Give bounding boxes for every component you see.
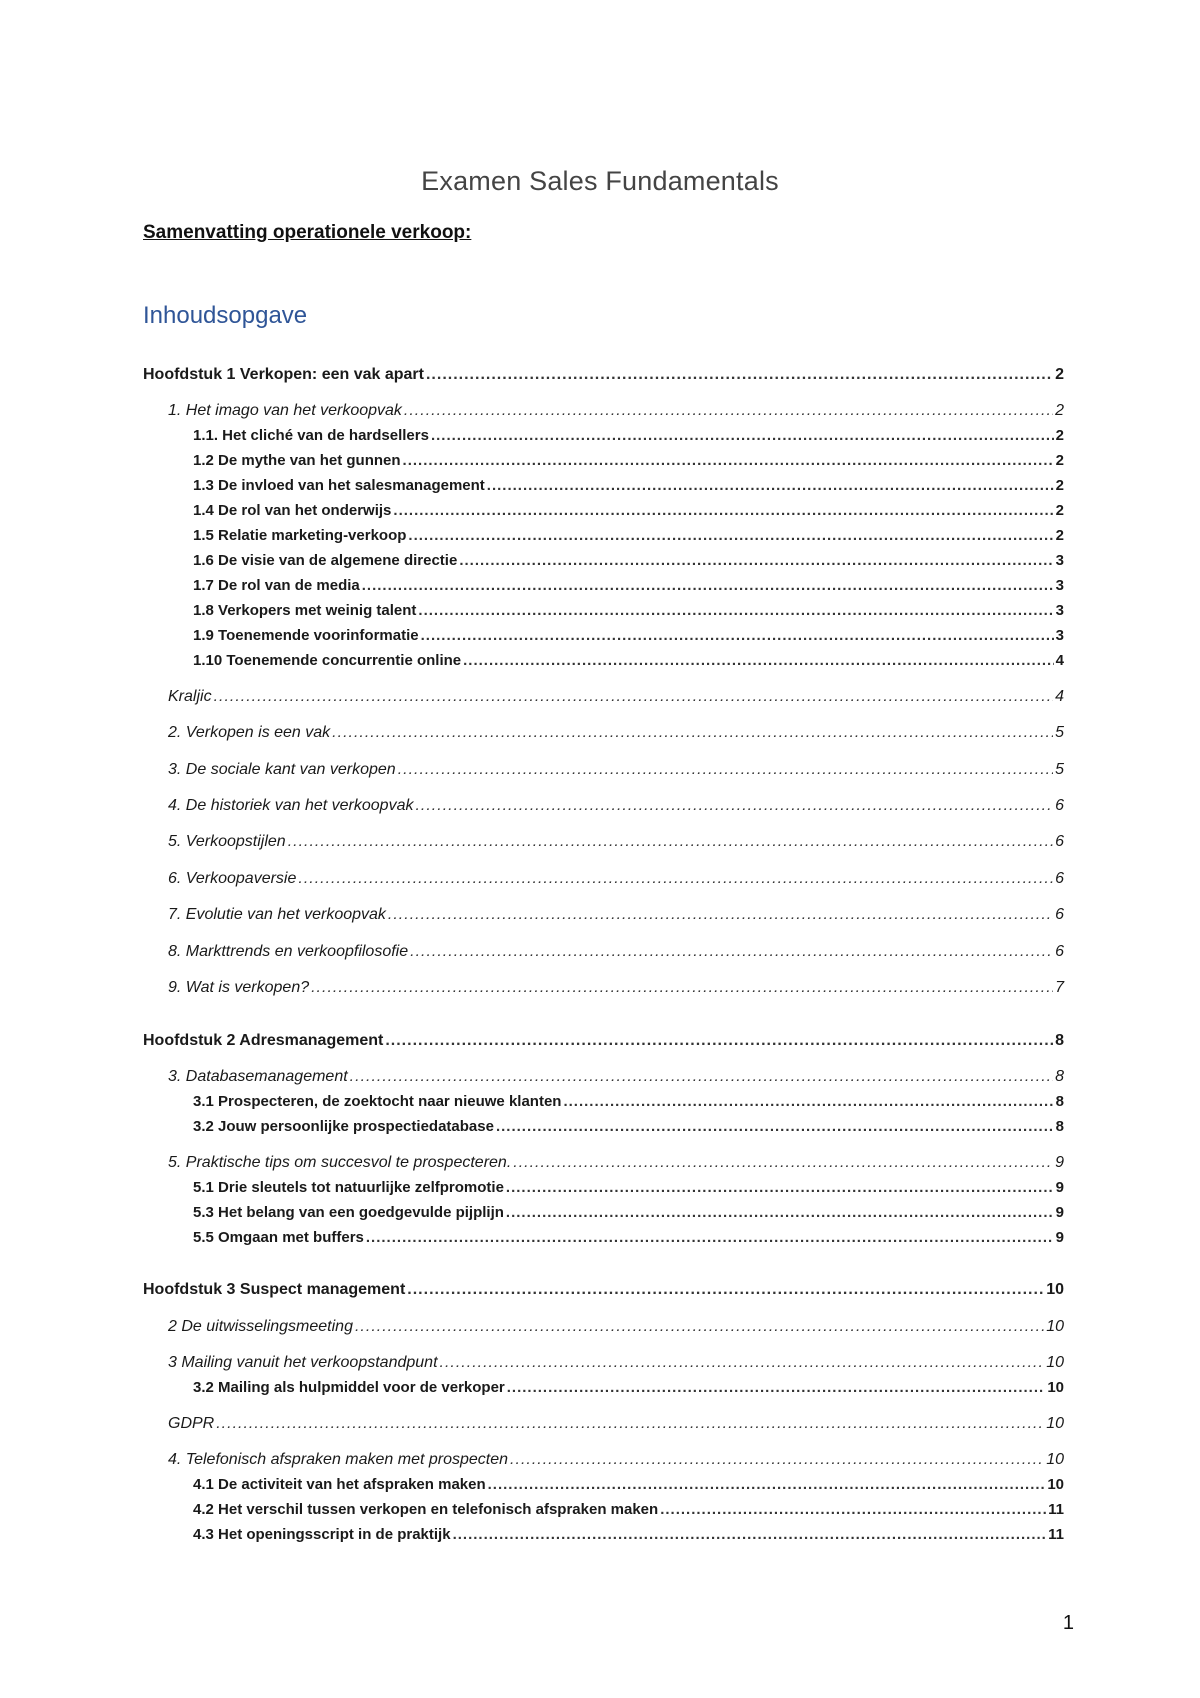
toc-leader: [506, 1202, 1054, 1224]
document-title: Examen Sales Fundamentals: [421, 166, 779, 196]
toc-entry-subsection[interactable]: [193, 1177, 1064, 1199]
toc-entry-section[interactable]: [168, 1449, 1064, 1471]
toc-entry-subsection[interactable]: [193, 600, 1064, 622]
toc-leader: [496, 1116, 1054, 1138]
toc-entry-text: 4.1 De activiteit van het afspraken maken: [193, 1476, 486, 1493]
toc-entry-page: 2: [1055, 427, 1064, 444]
toc-entry-page: 2: [1055, 366, 1064, 383]
toc-entry-text: 1. Het imago van het verkoopvak: [168, 402, 402, 419]
toc-entry-page: 9: [1055, 1204, 1064, 1221]
toc-entry-text: 1.8 Verkopers met weinig talent: [193, 602, 417, 619]
toc-entry-page: 10: [1046, 1415, 1064, 1432]
toc-entry-page: 4: [1055, 652, 1064, 669]
toc-entry-page: 10: [1046, 1281, 1064, 1298]
toc-entry-text: 5. Praktische tips om succesvol te prospecteren.: [168, 1154, 512, 1171]
toc-entry-page: 10: [1046, 1318, 1064, 1335]
toc-leader: [426, 364, 1053, 386]
toc-entry-text: 3. De sociale kant van verkopen: [168, 761, 396, 778]
toc-entry-text: 5.5 Omgaan met buffers: [193, 1229, 364, 1246]
toc-entry-subsection[interactable]: [193, 500, 1064, 522]
toc-entry-text: 1.1. Het cliché van de hardsellers: [193, 427, 429, 444]
toc-entry-text: 7. Evolutie van het verkoopvak: [168, 906, 386, 923]
toc-entry-text: Hoofdstuk 3 Suspect management: [143, 1281, 406, 1298]
toc-entry-subsection[interactable]: [193, 425, 1064, 447]
toc-leader: [410, 941, 1053, 963]
toc-leader: [398, 759, 1053, 781]
toc-entry-page: 10: [1046, 1451, 1064, 1468]
toc-entry-subsection[interactable]: [193, 1116, 1064, 1138]
toc-entry-text: 4.3 Het openingsscript in de praktijk: [193, 1526, 451, 1543]
toc-entry-text: 1.3 De invloed van het salesmanagement: [193, 477, 485, 494]
toc-entry-subsection[interactable]: [193, 1377, 1064, 1399]
toc-entry-text: 3. Databasemanagement: [168, 1068, 348, 1085]
toc-entry-page: 3: [1055, 552, 1064, 569]
toc-leader: [332, 722, 1053, 744]
toc-leader: [563, 1091, 1053, 1113]
toc-entry-text: 1.9 Toenemende voorinformatie: [193, 627, 419, 644]
toc-entry-section[interactable]: [168, 1413, 1064, 1435]
toc-entry-section[interactable]: [168, 1352, 1064, 1374]
toc-entry-page: 3: [1055, 627, 1064, 644]
toc-leader: [355, 1316, 1044, 1338]
toc-leader: [431, 425, 1054, 447]
toc-entry-subsection[interactable]: [193, 650, 1064, 672]
toc-leader: [366, 1227, 1054, 1249]
toc-leader: [415, 795, 1053, 817]
toc-entry-subsection[interactable]: [193, 1091, 1064, 1113]
toc-entry-text: 4. Telefonisch afspraken maken met prospecten: [168, 1451, 509, 1468]
toc-entry-page: 8: [1055, 1032, 1064, 1049]
toc-entry-page: 6: [1055, 943, 1064, 960]
toc-leader: [403, 450, 1054, 472]
toc-entry-page: 8: [1055, 1093, 1064, 1110]
toc-entry-text: 6. Verkoopaversie: [168, 870, 297, 887]
toc-entry-page: 8: [1055, 1118, 1064, 1135]
toc-entry-page: 9: [1055, 1154, 1064, 1171]
toc-entry-page: 11: [1048, 1501, 1064, 1518]
toc-entry-page: 9: [1055, 1179, 1064, 1196]
toc-entry-section[interactable]: [168, 400, 1064, 422]
toc-entry-section[interactable]: [168, 1066, 1064, 1088]
toc-entry-text: 3 Mailing vanuit het verkoopstandpunt: [168, 1354, 438, 1371]
toc-entry-page: 6: [1055, 797, 1064, 814]
toc-entry-page: 10: [1047, 1379, 1064, 1396]
toc-entry-page: 2: [1055, 527, 1064, 544]
toc-entry-text: 4. De historiek van het verkoopvak: [168, 797, 414, 814]
toc-leader: [288, 831, 1053, 853]
toc-entry-subsection[interactable]: [193, 550, 1064, 572]
toc-entry-page: 3: [1055, 602, 1064, 619]
toc-entry-text: 1.4 De rol van het onderwijs: [193, 502, 392, 519]
toc-leader: [418, 600, 1053, 622]
toc-entry-subsection[interactable]: [193, 450, 1064, 472]
toc-leader: [421, 625, 1054, 647]
toc-entry-section[interactable]: [168, 831, 1064, 853]
toc-entry-section[interactable]: [168, 759, 1064, 781]
toc-leader: [507, 1377, 1046, 1399]
toc-entry-page: 2: [1055, 402, 1064, 419]
toc-entry-page: 10: [1046, 1354, 1064, 1371]
toc-entry-chapter[interactable]: [143, 364, 1064, 386]
toc-entry-section[interactable]: [168, 722, 1064, 744]
toc-entry-section[interactable]: [168, 1316, 1064, 1338]
toc-entry-page: 8: [1055, 1068, 1064, 1085]
toc-entry-section[interactable]: [168, 977, 1064, 999]
toc-leader: [506, 1177, 1054, 1199]
toc-entry-subsection[interactable]: [193, 575, 1064, 597]
toc-entry-chapter[interactable]: [143, 1030, 1064, 1052]
toc-entry-section[interactable]: [168, 868, 1064, 890]
toc-leader: [298, 868, 1053, 890]
toc-leader: [385, 1030, 1053, 1052]
toc-entry-page: 2: [1055, 502, 1064, 519]
toc-leader: [488, 1474, 1046, 1496]
toc-entry-subsection[interactable]: [193, 1202, 1064, 1224]
toc-leader: [459, 550, 1053, 572]
toc-entry-text: GDPR: [168, 1415, 215, 1432]
toc-entry-text: 5.3 Het belang van een goedgevulde pijplijn: [193, 1204, 504, 1221]
toc-entry-text: 3.2 Mailing als hulpmiddel voor de verkoper: [193, 1379, 505, 1396]
toc-leader: [350, 1066, 1053, 1088]
toc-entry-text: 2 De uitwisselingsmeeting: [168, 1318, 353, 1335]
toc-entry-subsection[interactable]: [193, 475, 1064, 497]
toc-entry-page: 5: [1055, 761, 1064, 778]
toc-leader: [214, 686, 1054, 708]
toc-leader: [453, 1524, 1047, 1546]
toc-entry-text: Kraljic: [168, 688, 212, 705]
toc-entry-page: 4: [1055, 688, 1064, 705]
toc-leader: [393, 500, 1053, 522]
toc-leader: [311, 977, 1053, 999]
toc-entry-page: 6: [1055, 870, 1064, 887]
toc-entry-section[interactable]: [168, 904, 1064, 926]
toc-entry-text: 1.2 De mythe van het gunnen: [193, 452, 401, 469]
toc-entry-subsection[interactable]: [193, 1499, 1064, 1521]
toc-leader: [408, 525, 1053, 547]
toc-entry-subsection[interactable]: [193, 525, 1064, 547]
toc-leader: [513, 1152, 1053, 1174]
toc-entry-page: 6: [1055, 906, 1064, 923]
document-subtitle: Samenvatting operationele verkoop:: [143, 222, 472, 243]
toc-entry-chapter[interactable]: [143, 1279, 1064, 1301]
toc-entry-text: Hoofdstuk 2 Adresmanagement: [143, 1032, 384, 1049]
toc-entry-page: 3: [1055, 577, 1064, 594]
toc-entry-section[interactable]: [168, 795, 1064, 817]
toc-entry-section[interactable]: [168, 1152, 1064, 1174]
toc-heading: Inhoudsopgave: [143, 302, 308, 329]
toc-leader: [510, 1449, 1044, 1471]
toc-entry-text: 2. Verkopen is een vak: [168, 724, 331, 741]
toc-entry-section[interactable]: [168, 686, 1064, 708]
toc-entry-text: Hoofdstuk 1 Verkopen: een vak apart: [143, 366, 424, 383]
toc-entry-subsection[interactable]: [193, 1524, 1064, 1546]
toc-leader: [362, 575, 1054, 597]
toc-entry-section[interactable]: [168, 941, 1064, 963]
toc-leader: [487, 475, 1054, 497]
toc-entry-text: 1.6 De visie van de algemene directie: [193, 552, 458, 569]
toc-entry-text: 1.10 Toenemende concurrentie online: [193, 652, 462, 669]
toc-entry-text: 4.2 Het verschil tussen verkopen en telefonisch afspraken maken: [193, 1501, 659, 1518]
toc-leader: [407, 1279, 1044, 1301]
toc-entry-text: 1.5 Relatie marketing-verkoop: [193, 527, 407, 544]
toc-entry-page: 5: [1055, 724, 1064, 741]
toc-entry-subsection[interactable]: [193, 1227, 1064, 1249]
toc-leader: [463, 650, 1054, 672]
toc-entry-page: 7: [1055, 979, 1064, 996]
toc-leader: [404, 400, 1053, 422]
toc-entry-text: 3.1 Prospecteren, de zoektocht naar nieuwe klanten: [193, 1093, 562, 1110]
toc-leader: [216, 1413, 1044, 1435]
toc-entry-text: 5.1 Drie sleutels tot natuurlijke zelfpromotie: [193, 1179, 504, 1196]
toc-entry-page: 11: [1048, 1526, 1064, 1543]
toc-leader: [388, 904, 1053, 926]
toc-entry-page: 10: [1047, 1476, 1064, 1493]
toc-leader: [440, 1352, 1045, 1374]
toc-entry-page: 9: [1055, 1229, 1064, 1246]
toc-leader: [660, 1499, 1046, 1521]
toc-entry-page: 2: [1055, 452, 1064, 469]
page-number: 1: [1062, 1612, 1074, 1634]
toc-entry-text: 1.7 De rol van de media: [193, 577, 360, 594]
toc-entry-text: 8. Markttrends en verkoopfilosofie: [168, 943, 409, 960]
toc-entry-page: 2: [1055, 477, 1064, 494]
toc-entry-text: 5. Verkoopstijlen: [168, 833, 286, 850]
toc-entry-subsection[interactable]: [193, 1474, 1064, 1496]
toc-entry-subsection[interactable]: [193, 625, 1064, 647]
toc-entry-page: 6: [1055, 833, 1064, 850]
toc-entry-text: 9. Wat is verkopen?: [168, 979, 310, 996]
toc-entry-text: 3.2 Jouw persoonlijke prospectiedatabase: [193, 1118, 494, 1135]
